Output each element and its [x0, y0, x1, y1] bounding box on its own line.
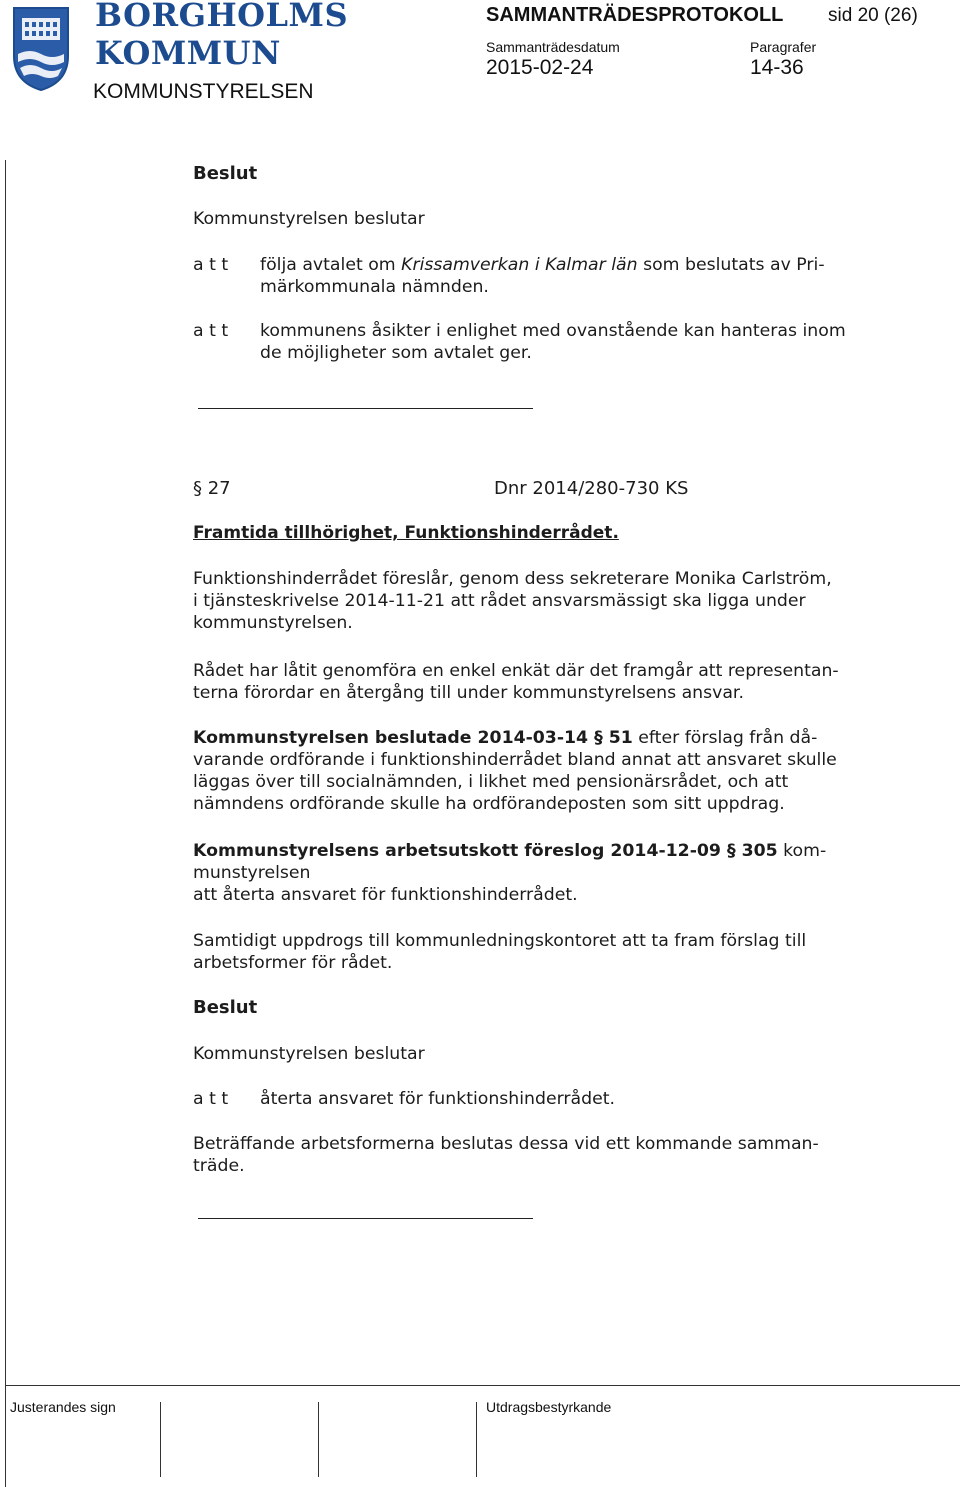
extract-certification-label: Utdragsbestyrkande [486, 1399, 612, 1415]
protocol-title: SAMMANTRÄDESPROTOKOLL [486, 4, 784, 26]
att-clause-1-text-end: som beslutats av Pri- [637, 255, 825, 275]
case-number: Dnr 2014/280-730 KS [494, 478, 689, 499]
decision-intro: Kommunstyrelsen beslutar [193, 209, 425, 229]
paragraph-5-line: arbetsformer för rådet. [193, 953, 393, 973]
att-clause-1-line2: märkommunala nämnden. [260, 277, 489, 297]
paragraph-3-line: varande ordförande i funktionshinderrådet bland annat att ansvaret skulle [193, 750, 837, 770]
paragraph-4-line: kom- [777, 841, 827, 861]
paragraph-4-reference: Kommunstyrelsens arbetsutskott föreslog 2014-12-09 § 305 [193, 841, 778, 861]
paragraph-5 [193, 930, 893, 974]
section-separator [198, 1218, 533, 1219]
paragraph-2-line: Rådet har låtit genomföra en enkel enkät där det framgår att representan- [193, 661, 839, 681]
paragraphs-value: 14-36 [750, 56, 804, 79]
signature-label: Justerandes sign [10, 1399, 116, 1415]
att-prefix: a t t [193, 321, 229, 341]
org-name-line2: KOMMUN [95, 34, 281, 72]
item-title: Framtida tillhörighet, Funktionshinderrådet. [193, 523, 619, 543]
paragraph-4-line: munstyrelsen [193, 863, 311, 883]
paragraph-6 [193, 1133, 893, 1177]
paragraph-1 [193, 568, 893, 634]
board-name: KOMMUNSTYRELSEN [93, 80, 314, 103]
paragraph-5-line: Samtidigt uppdrogs till kommunledningskontoret att ta fram förslag till [193, 931, 807, 951]
att-prefix: a t t [193, 255, 229, 275]
paragraph-3-line: nämndens ordförande skulle ha ordförandeposten som sitt uppdrag. [193, 794, 785, 814]
paragraph-3-line: läggas över till socialnämnden, i likhet med pensionärsrådet, och att [193, 772, 789, 792]
paragraph-6-line: träde. [193, 1156, 245, 1176]
paragraph-2-line: terna förordar en återgång till under kommunstyrelsens ansvar. [193, 683, 744, 703]
att-clause-1 [260, 254, 900, 298]
org-name-line1: BORGHOLMS [95, 0, 349, 34]
paragraph-1-line: i tjänsteskrivelse 2014-11-21 att rådet ansvarsmässigt ska ligga under [193, 591, 806, 611]
signature-box-divider [476, 1402, 477, 1477]
meeting-date-label: Sammanträdesdatum [486, 39, 620, 55]
paragraph-1-line: kommunstyrelsen. [193, 613, 353, 633]
signature-box-divider [160, 1402, 161, 1477]
att-clause-2-line1: kommunens åsikter i enlighet med ovanstående kan hanteras inom [260, 321, 846, 341]
section-separator [198, 408, 533, 409]
paragraph-number: § 27 [193, 478, 231, 499]
paragraph-3-line: efter förslag från då- [632, 728, 818, 748]
att-clause-decision: återta ansvaret för funktionshinderrådet. [260, 1089, 615, 1109]
decision-intro: Kommunstyrelsen beslutar [193, 1044, 425, 1064]
decision-heading: Beslut [193, 997, 258, 1018]
agreement-name: Krissamverkan i Kalmar län [401, 255, 638, 275]
att-clause-1-text: följa avtalet om [260, 255, 402, 275]
paragraph-3-reference: Kommunstyrelsen beslutade 2014-03-14 § 51 [193, 728, 633, 748]
paragraph-4 [193, 840, 893, 906]
page-number: sid 20 (26) [828, 5, 918, 26]
paragraph-1-line: Funktionshinderrådet föreslår, genom dess sekreterare Monika Carlström, [193, 569, 832, 589]
signature-box-divider [318, 1402, 319, 1477]
paragraph-4-line: att återta ansvaret för funktionshinderrådet. [193, 885, 578, 905]
att-clause-2-line2: de möjligheter som avtalet ger. [260, 343, 532, 363]
paragraph-3 [193, 727, 893, 815]
meeting-date-value: 2015-02-24 [486, 56, 594, 79]
paragraph-6-line: Beträffande arbetsformerna beslutas dessa vid ett kommande samman- [193, 1134, 819, 1154]
paragraphs-label: Paragrafer [750, 39, 817, 55]
municipal-coat-of-arms-logo [10, 4, 72, 92]
footer-rule [5, 1385, 960, 1386]
paragraph-2 [193, 660, 893, 704]
left-margin-rule [5, 160, 6, 1487]
decision-heading: Beslut [193, 163, 258, 184]
att-prefix: a t t [193, 1089, 229, 1109]
att-clause-2 [260, 320, 900, 364]
